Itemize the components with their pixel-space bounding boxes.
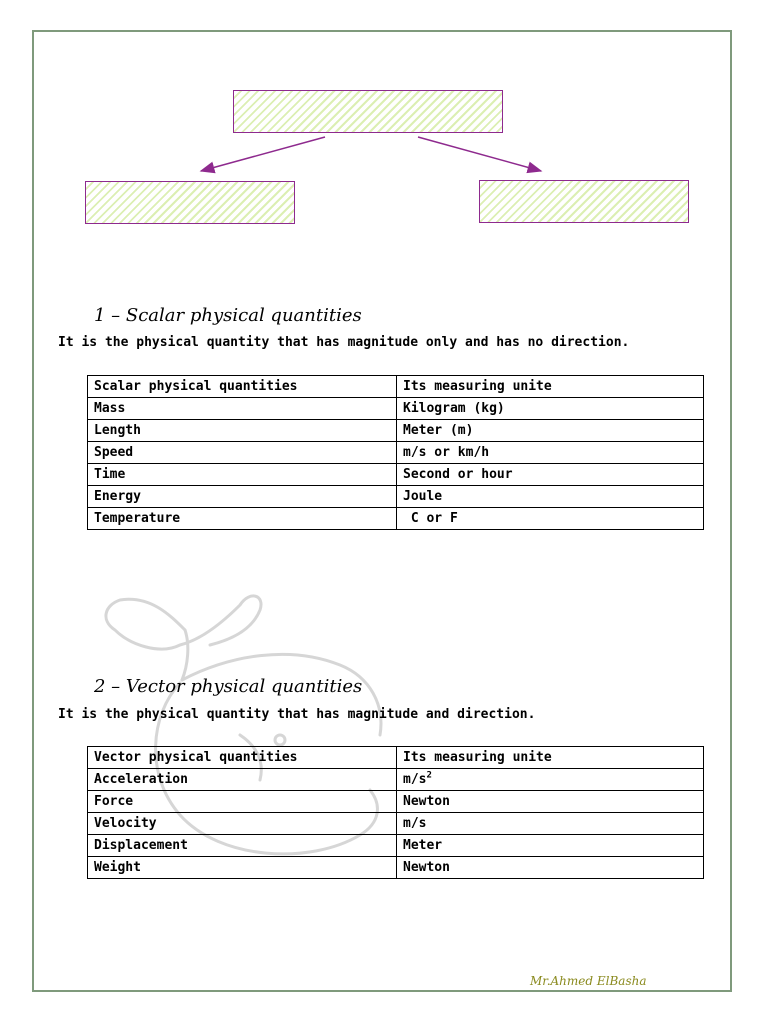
table-row bbox=[88, 508, 704, 530]
table-cell: m/s bbox=[397, 813, 704, 835]
table-row bbox=[88, 464, 704, 486]
table-cell: Length bbox=[88, 420, 397, 442]
table-cell: Meter bbox=[397, 835, 704, 857]
table-cell: Newton bbox=[397, 857, 704, 879]
vector-description: It is the physical quantity that has magnitude and direction. bbox=[58, 707, 536, 722]
table-row bbox=[88, 813, 704, 835]
table-row bbox=[88, 398, 704, 420]
table-cell: Meter (m) bbox=[397, 420, 704, 442]
table-cell: C or F bbox=[397, 508, 704, 530]
table-header-row bbox=[88, 747, 704, 769]
unit-exponent: 2 bbox=[426, 770, 432, 781]
table-cell: m/s or km/h bbox=[397, 442, 704, 464]
table-cell: Time bbox=[88, 464, 397, 486]
table-cell: Energy bbox=[88, 486, 397, 508]
diagram-box-left bbox=[85, 181, 295, 224]
arrow-right bbox=[418, 137, 541, 171]
table-cell: Displacement bbox=[88, 835, 397, 857]
table-row bbox=[88, 791, 704, 813]
table-cell: Kilogram (kg) bbox=[397, 398, 704, 420]
scalar-heading: 1 – Scalar physical quantities bbox=[94, 305, 362, 326]
table-header: Its measuring unite bbox=[397, 747, 704, 769]
table-row bbox=[88, 769, 704, 791]
scalar-table bbox=[87, 375, 704, 530]
table-cell: Temperature bbox=[88, 508, 397, 530]
table-cell: Acceleration bbox=[88, 769, 397, 791]
table-row bbox=[88, 486, 704, 508]
table-row bbox=[88, 442, 704, 464]
table-cell: Newton bbox=[397, 791, 704, 813]
table-row bbox=[88, 420, 704, 442]
table-cell: Second or hour bbox=[397, 464, 704, 486]
arrow-left bbox=[201, 137, 325, 171]
table-cell: Velocity bbox=[88, 813, 397, 835]
table-cell: Weight bbox=[88, 857, 397, 879]
table-row bbox=[88, 835, 704, 857]
footer-author: Mr.Ahmed ElBasha bbox=[530, 974, 647, 988]
table-cell: Force bbox=[88, 791, 397, 813]
unit-text: m/s bbox=[403, 771, 427, 787]
vector-heading: 2 – Vector physical quantities bbox=[94, 676, 363, 697]
vector-table bbox=[87, 746, 704, 879]
table-header-row bbox=[88, 376, 704, 398]
table-cell: Mass bbox=[88, 398, 397, 420]
table-header: Scalar physical quantities bbox=[88, 376, 397, 398]
table-cell: Speed bbox=[88, 442, 397, 464]
table-cell: Joule bbox=[397, 486, 704, 508]
diagram-box-right bbox=[479, 180, 689, 223]
table-header: Vector physical quantities bbox=[88, 747, 397, 769]
diagram-box-top bbox=[233, 90, 503, 133]
table-header: Its measuring unite bbox=[397, 376, 704, 398]
table-cell bbox=[397, 769, 704, 791]
scalar-description: It is the physical quantity that has magnitude only and has no direction. bbox=[58, 335, 630, 350]
table-row bbox=[88, 857, 704, 879]
